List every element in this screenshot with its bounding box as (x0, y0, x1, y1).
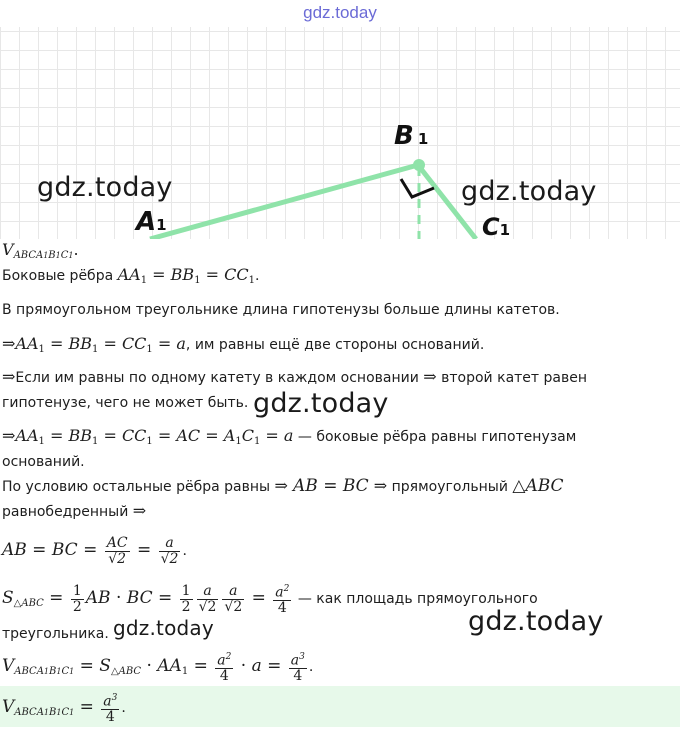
volume-notation: $V_{ABCA1B1C1}$. (2, 240, 79, 261)
watermark-2: gdz.today (461, 176, 597, 207)
side-length-formula: AB = BC = $\frac{AC}{√2}$ = $\frac{a}{√2}$ . (2, 534, 187, 567)
answer-formula: $V_{ABCA1B1C1}$ = $\frac{a^3}{4}$ . (2, 692, 126, 726)
prism-diagram (0, 27, 680, 239)
catheti-case-line: ⇒Если им равны по одному катету в каждом основании ⇒ второй катет равен (2, 367, 588, 386)
volume-formula: $V_{ABCA1B1C1} = S_{\triangle ABC} \cdot AA_1$ = $\frac{a^2}{4}$ · a = $\frac{a^3}{4}$ . (2, 651, 314, 685)
watermark-5: gdz.today (468, 606, 604, 637)
equal-sides-line: $\Rightarrow AA_1 = BB_1 = CC_1 = a$, им равны ещё две стороны оснований. (2, 334, 485, 355)
lateral-edges-line: Боковые рёбра $AA_1 = BB_1 = CC_1$. (2, 265, 260, 286)
condition-line: По условию остальные рёбра равны ⇒ AB = BC ⇒ прямоугольный △ABC (2, 476, 564, 496)
watermark-1: gdz.today (37, 172, 173, 203)
label-a1: A1 (136, 207, 167, 237)
edge-a1-b1 (150, 165, 418, 239)
bases-line: оснований. (2, 454, 85, 470)
vertex-b1 (413, 159, 425, 171)
prism-figure (0, 27, 680, 239)
label-c1: C1 (482, 213, 511, 239)
area-formula: $S_{\triangle ABC}$ = $\frac{1}{2}$ AB · BC = $\frac{1}{2}$ $\frac{a}{√2}$ $\frac{a}{√2}$ = $\frac{a^2}{4}$ — как площадь прямоугольного (2, 582, 538, 617)
isosceles-line: равнобедренный ⇒ (2, 501, 147, 520)
hypotenuse-statement: В прямоугольном треугольнике длина гипотенузы больше длины катетов. (2, 302, 560, 318)
watermark-3: gdz.today (253, 388, 389, 419)
triangle-line: треугольника. (2, 626, 109, 642)
edges-equal-hypotenuses: $\Rightarrow AA_1 = BB_1 = CC_1$ = AC = $A_1C_1 = a$ — боковые рёбра равны гипотенузам (2, 426, 577, 447)
label-b1: B 1 (394, 121, 429, 151)
impossible-line: гипотенузе, чего не может быть. (2, 395, 249, 411)
watermark-4: gdz.today (113, 616, 214, 640)
site-header[interactable]: gdz.today (303, 3, 377, 22)
